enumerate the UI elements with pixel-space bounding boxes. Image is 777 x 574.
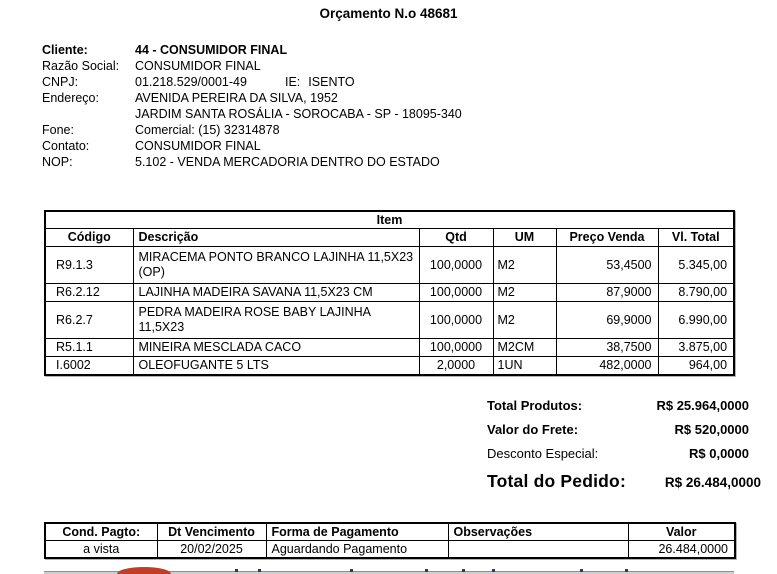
cell-total: 964,00 <box>658 357 734 376</box>
cell-preco: 38,7500 <box>556 339 658 357</box>
nop-label: NOP: <box>42 155 73 169</box>
col-header-valor: Valor <box>628 523 735 541</box>
total-pedido-row <box>487 471 761 498</box>
col-header-codigo: Código <box>45 229 133 247</box>
cell-total: 3.875,00 <box>658 339 734 357</box>
cutoff-text-fragment <box>625 569 628 572</box>
endereco-line2: JARDIM SANTA ROSÁLIA - SOROCABA - SP - 18095-340 <box>135 107 462 121</box>
client-row <box>42 42 462 58</box>
cell-qtd: 100,0000 <box>419 247 493 284</box>
total-produtos-label: Total Produtos: <box>487 398 583 413</box>
desconto-especial-row <box>487 446 749 470</box>
valor-frete-row <box>487 422 749 446</box>
cell-dt-vencimento: 20/02/2025 <box>157 541 266 559</box>
cell-total: 5.345,00 <box>658 247 734 284</box>
desconto-especial-label: Desconto Especial: <box>487 446 599 461</box>
fone-label: Fone: <box>42 123 74 137</box>
items-column-header-row <box>45 229 734 247</box>
payment-table <box>44 522 736 559</box>
cell-preco: 53,4500 <box>556 247 658 284</box>
cell-valor: 26.484,0000 <box>628 541 735 559</box>
col-header-descricao: Descrição <box>133 229 419 247</box>
nop-row <box>42 154 462 170</box>
total-pedido-label: Total do Pedido: <box>487 471 626 491</box>
valor-frete-label: Valor do Frete: <box>487 422 579 437</box>
razao-value: CONSUMIDOR FINAL <box>135 59 261 73</box>
cell-preco: 69,9000 <box>556 302 658 339</box>
valor-frete-value: R$ 520,0000 <box>674 422 749 437</box>
cutoff-text-fragment <box>258 569 261 572</box>
cell-um: M2 <box>493 247 556 284</box>
endereco-label: Endereço: <box>42 91 99 105</box>
cell-um: M2CM <box>493 339 556 357</box>
footer-logo-icon <box>117 567 171 574</box>
page-title: Orçamento N.o 48681 <box>319 6 458 21</box>
items-group-header: Item <box>45 211 734 229</box>
item-row <box>45 339 734 357</box>
cell-qtd: 100,0000 <box>419 302 493 339</box>
cell-codigo: R5.1.1 <box>45 339 133 357</box>
cell-codigo: R6.2.7 <box>45 302 133 339</box>
cell-codigo: R6.2.12 <box>45 284 133 302</box>
cell-total: 6.990,00 <box>658 302 734 339</box>
nop-value: 5.102 - VENDA MERCADORIA DENTRO DO ESTADO <box>135 155 440 169</box>
cell-codigo: R9.1.3 <box>45 247 133 284</box>
contato-value: CONSUMIDOR FINAL <box>135 139 261 153</box>
cell-preco: 87,9000 <box>556 284 658 302</box>
item-row <box>45 357 734 376</box>
items-table <box>44 210 735 376</box>
cell-qtd: 100,0000 <box>419 339 493 357</box>
cutoff-text-fragment <box>350 569 353 572</box>
cell-descricao: MINEIRA MESCLADA CACO <box>133 339 419 357</box>
cliente-value: 44 - CONSUMIDOR FINAL <box>135 43 288 57</box>
col-header-forma-pagamento: Forma de Pagamento <box>266 523 448 541</box>
cell-cond-pagto: a vista <box>45 541 157 559</box>
cliente-label: Cliente: <box>42 43 88 57</box>
cell-descricao: PEDRA MADEIRA ROSE BABY LAJINHA 11,5X23 <box>133 302 419 339</box>
cutoff-text-fragment <box>425 569 428 572</box>
col-header-qtd: Qtd <box>419 229 493 247</box>
cell-qtd: 2,0000 <box>419 357 493 376</box>
cell-descricao: LAJINHA MADEIRA SAVANA 11,5X23 CM <box>133 284 419 302</box>
fone-row <box>42 122 462 138</box>
client-info-block <box>42 42 462 170</box>
cutoff-text-fragment <box>492 569 495 572</box>
cutoff-text-fragment <box>462 569 465 572</box>
item-row <box>45 284 734 302</box>
fone-value: Comercial: (15) 32314878 <box>135 123 280 137</box>
col-header-dt-vencimento: Dt Vencimento <box>157 523 266 541</box>
item-row <box>45 247 734 284</box>
cell-preco: 482,0000 <box>556 357 658 376</box>
cell-observacoes <box>448 541 628 559</box>
ie-label: IE: <box>285 75 301 89</box>
payment-header-row <box>45 523 735 541</box>
col-header-observacoes: Observações <box>448 523 628 541</box>
ie-value: ISENTO <box>308 75 355 89</box>
col-header-preco: Preço Venda <box>556 229 658 247</box>
endereco-row2 <box>42 106 462 122</box>
cell-codigo: I.6002 <box>45 357 133 376</box>
col-header-cond-pagto: Cond. Pagto: <box>45 523 157 541</box>
razao-social-row <box>42 58 462 74</box>
cnpj-value: 01.218.529/0001-49 <box>135 75 247 89</box>
cutoff-text-fragment <box>235 569 238 572</box>
endereco-line1: AVENIDA PEREIRA DA SILVA, 1952 <box>135 91 338 105</box>
cell-um: M2 <box>493 302 556 339</box>
contato-row <box>42 138 462 154</box>
cell-um: M2 <box>493 284 556 302</box>
contato-label: Contato: <box>42 139 90 153</box>
endereco-row <box>42 90 462 106</box>
item-row <box>45 302 734 339</box>
cutoff-text-fragment <box>580 569 583 572</box>
total-produtos-row <box>487 398 749 422</box>
endereco-label-spacer <box>42 106 135 122</box>
cell-forma-pagamento: Aguardando Pagamento <box>266 541 448 559</box>
cell-total: 8.790,00 <box>658 284 734 302</box>
col-header-total: Vl. Total <box>658 229 734 247</box>
total-produtos-value: R$ 25.964,0000 <box>656 398 749 413</box>
cnpj-label: CNPJ: <box>42 75 79 89</box>
cell-qtd: 100,0000 <box>419 284 493 302</box>
totals-block <box>487 398 761 498</box>
cell-descricao: OLEOFUGANTE 5 LTS <box>133 357 419 376</box>
payment-row <box>45 541 735 559</box>
col-header-um: UM <box>493 229 556 247</box>
cnpj-row <box>42 74 462 90</box>
cell-descricao: MIRACEMA PONTO BRANCO LAJINHA 11,5X23 (OP) <box>133 247 419 284</box>
total-pedido-value: R$ 26.484,0000 <box>664 475 761 490</box>
cell-um: 1UN <box>493 357 556 376</box>
items-group-header-row <box>45 211 734 229</box>
desconto-especial-value: R$ 0,0000 <box>689 446 749 461</box>
razao-label: Razão Social: <box>42 59 120 73</box>
